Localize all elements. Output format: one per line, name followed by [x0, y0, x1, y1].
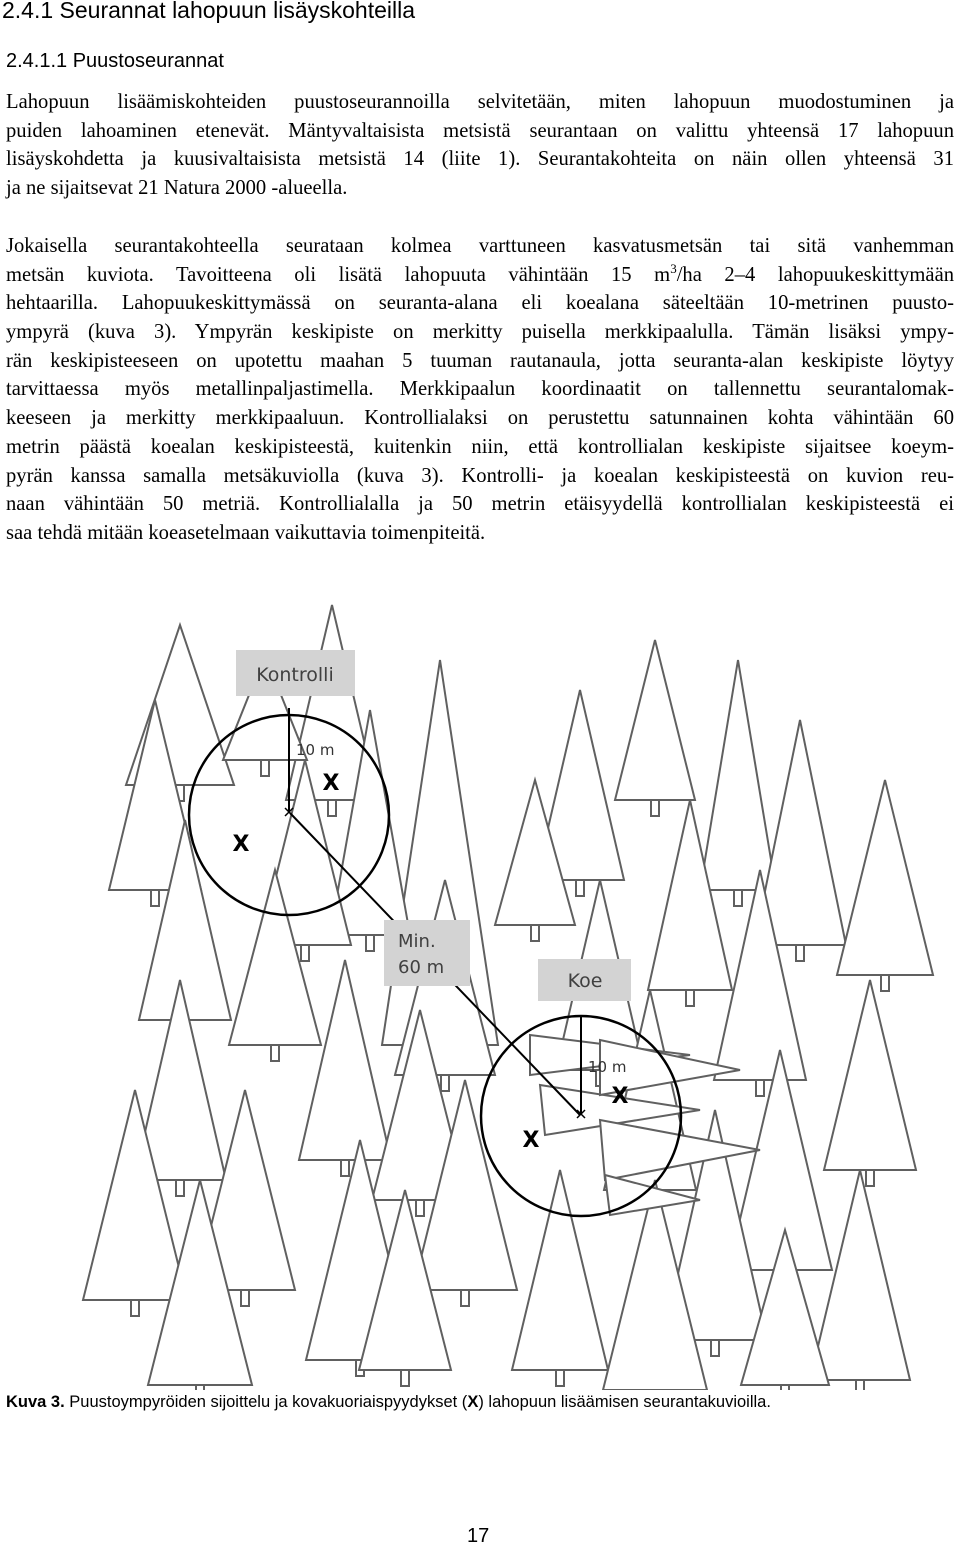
paragraph-line: ympyrä (kuva 3). Ympyrän keskipiste on merkitty puisella merkkipaalulla. Tämän lisäksi ympy- [6, 321, 954, 344]
paragraph-method [6, 232, 954, 548]
distance-label-box [384, 920, 470, 986]
line-text: metsän kuviota. Tavoitteena oli lisätä lahopuuta vähintään 15 m [6, 263, 671, 286]
tree-icon [824, 980, 916, 1170]
tree-trunk [261, 760, 269, 776]
tree-trunk [711, 1340, 719, 1356]
paragraph-line: naan vähintään 50 metriä. Kontrollialalla ja 50 metrin etäisyydellä kontrollialan keskipisteestä ei [6, 493, 954, 516]
paragraph-line: metrin päästä koealan keskipisteestä, kuitenkin niin, että kontrollialan keskipiste sijaitsee koeym- [6, 435, 954, 458]
tree-trunk [131, 1300, 139, 1316]
paragraph-line: keeseen ja merkitty merkkipaaluun. Kontrollialaksi on perustettu satunnainen kohta vähintään 60 [6, 407, 954, 430]
tree-trunk [176, 1180, 184, 1196]
caption-marker: X [467, 1393, 479, 1411]
paragraph-intro [6, 88, 954, 203]
control-label-box [236, 650, 355, 696]
paragraph-line: pyrän kanssa samalla metsäkuviolla (kuva 3). Kontrolli- ja koealan keskipisteestä on kuvion reu- [6, 464, 954, 487]
figure-caption [6, 1393, 771, 1412]
tree-trunk [651, 800, 659, 816]
control-radius-label: 10 m [296, 741, 335, 759]
paragraph-line: rän keskipisteeseen on upotettu maahan 5 tuuman rautanaula, jotta seuranta-alan keskipiste löytyy [6, 349, 954, 372]
page-number: 17 [467, 1525, 490, 1547]
plot-layout-figure [0, 590, 960, 1390]
paragraph-line: puiden lahoaminen etenevät. Mäntyvaltaisista metsistä seurantaan on valittu yhteensä 17 lahopuun [6, 119, 954, 142]
tree-trunk [196, 1385, 204, 1390]
paragraph-line: lisäyskohdetta ja kuusivaltaisista metsistä 14 (liite 1). Seurantakohteita on näin ollen yhteensä 31 [6, 148, 954, 171]
tree-trunk [241, 1290, 249, 1306]
tree-trunk [734, 890, 742, 906]
subsection-heading: 2.4.1.1 Puustoseurannat [6, 50, 224, 72]
tree-icon [299, 960, 391, 1160]
tree-trunk [531, 925, 539, 941]
trap-marker: X [322, 771, 340, 796]
control-label: Kontrolli [256, 664, 334, 686]
tree-trunk [151, 890, 159, 906]
trap-marker: X [611, 1084, 629, 1109]
tree-trunk [756, 1080, 764, 1096]
tree-trunk [328, 800, 336, 816]
caption-text: Puustoympyröiden sijoittelu ja kovakuoriaispyydykset ( [64, 1393, 468, 1411]
section-heading: 2.4.1 Seurannat lahopuun lisäyskohteilla [2, 0, 416, 23]
paragraph-line: Jokaisella seurantakohteella seurataan kolmea varttuneen kasvatusmetsän tai sitä vanhemman [6, 235, 954, 257]
tree-trunk [881, 975, 889, 991]
tree-trunk [686, 990, 694, 1006]
plot-radius-label: 10 m [588, 1058, 627, 1076]
tree-icon [837, 780, 933, 975]
tree-trunk [416, 1200, 424, 1216]
tree-trunk [866, 1170, 874, 1186]
trap-marker: X [232, 832, 250, 857]
distance-label-line-1: Min. [398, 931, 436, 952]
plot-label-box [538, 959, 631, 1001]
paragraph-line [6, 261, 954, 290]
distance-label-line-2: 60 m [398, 957, 445, 978]
caption-text: ) lahopuun lisäämisen seurantakuvioilla. [478, 1393, 771, 1411]
tree-icon [700, 660, 776, 890]
tree-trunk [781, 1385, 789, 1390]
paragraph-line: tarvittaessa myös metallinpaljastimella. Merkkipaalun koordinaatit on tallennettu seurantalomak- [6, 378, 954, 401]
tree-trunk [796, 945, 804, 961]
tree-trunk [366, 935, 374, 951]
tree-trunk [441, 1075, 449, 1091]
plot-label: Koe [567, 970, 603, 992]
tree-trunk [401, 1370, 409, 1386]
tree-icon [615, 640, 695, 800]
tree-layer [83, 605, 933, 1390]
tree-trunk [301, 945, 309, 961]
tree-trunk [341, 1160, 349, 1176]
paragraph-line: ja ne sijaitsevat 21 Natura 2000 -alueella. [6, 177, 348, 200]
tree-trunk [576, 880, 584, 896]
superscript: 3 [670, 260, 677, 276]
caption-label: Kuva 3. [6, 1393, 65, 1411]
tree-trunk [461, 1290, 469, 1306]
tree-trunk [271, 1045, 279, 1061]
line-text: /ha 2–4 lahopuukeskittymään [676, 263, 955, 286]
paragraph-line: Lahopuun lisäämiskohteiden puustoseurannoilla selvitetään, miten lahopuun muodostuminen ja [6, 91, 954, 113]
paragraph-line: hehtaarilla. Lahopuukeskittymässä on seuranta-alana eli koealana säteeltään 10-metrinen puusto- [6, 292, 954, 315]
tree-icon [810, 1170, 910, 1380]
tree-trunk [556, 1370, 564, 1386]
tree-trunk [856, 1380, 864, 1390]
trap-marker: X [522, 1128, 540, 1153]
paragraph-line: saa tehdä mitään koeasetelmaan vaikuttavia toimenpiteitä. [6, 521, 486, 544]
